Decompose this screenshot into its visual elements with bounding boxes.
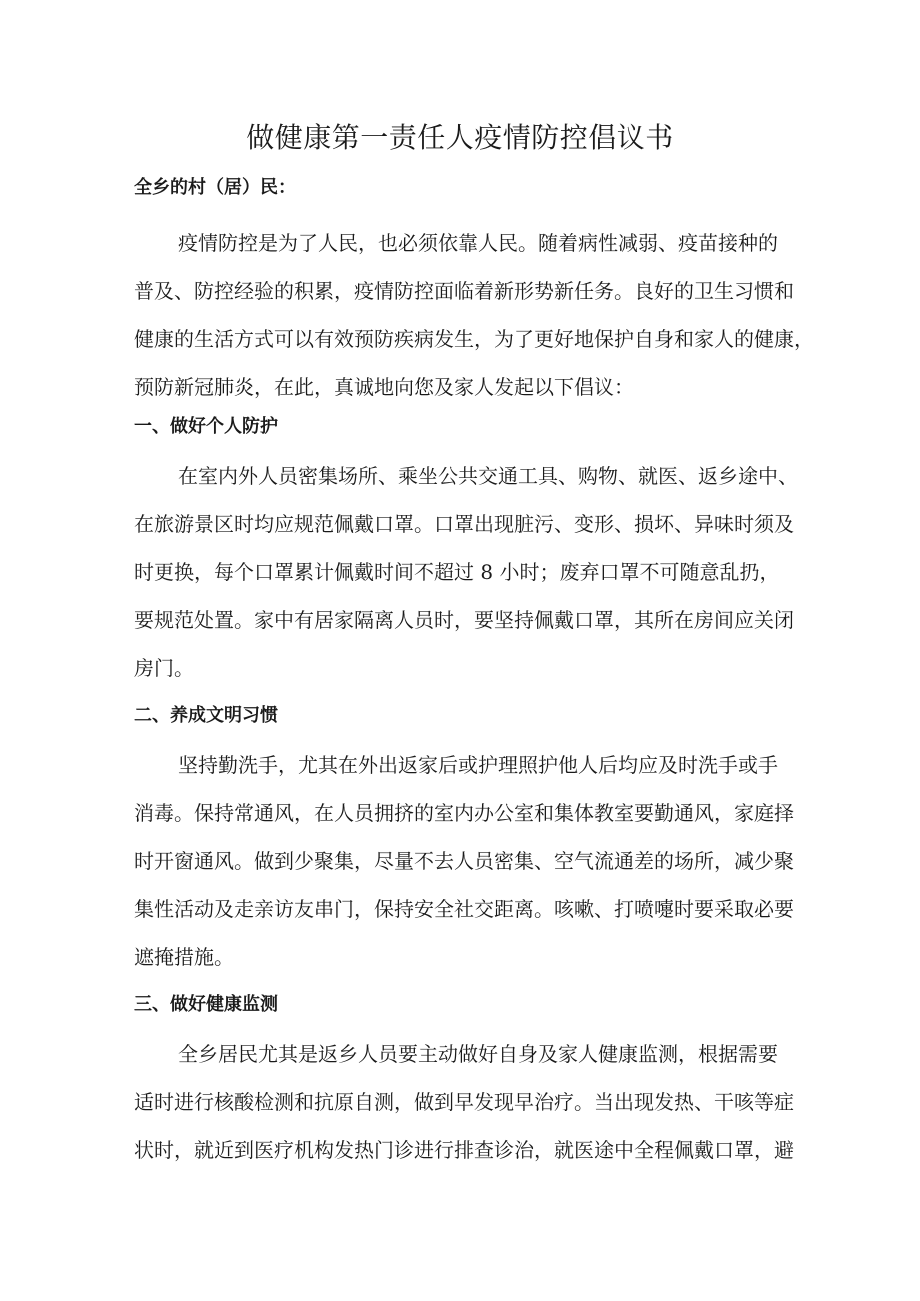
paragraph-line: 普及、防控经验的积累，疫情防控面临着新形势新任务。良好的卫生习惯和 bbox=[134, 279, 794, 303]
intro-paragraph bbox=[134, 219, 814, 411]
paragraph-line: 疫情防控是为了人民，也必须依靠人民。随着病性减弱、疫苗接种的 bbox=[178, 231, 778, 255]
section-paragraph-health-monitoring bbox=[134, 1030, 794, 1174]
greeting: 全乡的村（居）民： bbox=[134, 177, 296, 198]
paragraph-line: 全乡居民尤其是返乡人员要主动做好自身及家人健康监测，根据需要 bbox=[178, 1042, 778, 1066]
document-title: 做健康第一责任人疫情防控倡议书 bbox=[246, 121, 674, 154]
section-heading-civilized-habits: 二、养成文明习惯 bbox=[134, 705, 278, 726]
paragraph-line: 遮掩措施。 bbox=[134, 945, 234, 969]
paragraph-line: 集性活动及走亲访友串门，保持安全社交距离。咳嗽、打喷嚏时要采取必要 bbox=[134, 897, 794, 921]
section-paragraph-civilized-habits bbox=[134, 741, 794, 981]
paragraph-line: 在室内外人员密集场所、乘坐公共交通工具、购物、就医、返乡途中、 bbox=[178, 464, 798, 488]
section-paragraph-personal-protection bbox=[134, 452, 798, 692]
paragraph-line: 健康的生活方式可以有效预防疾病发生，为了更好地保护自身和家人的健康， bbox=[134, 327, 814, 351]
paragraph-line: 时更换，每个口罩累计佩戴时间不超过 8 小时；废弃口罩不可随意乱扔， bbox=[134, 560, 780, 584]
paragraph-line: 房门。 bbox=[134, 656, 194, 680]
paragraph-line: 时开窗通风。做到少聚集，尽量不去人员密集、空气流通差的场所，减少聚 bbox=[134, 849, 794, 873]
section-heading-personal-protection: 一、做好个人防护 bbox=[134, 416, 278, 437]
paragraph-line: 预防新冠肺炎，在此，真诚地向您及家人发起以下倡议： bbox=[134, 375, 634, 399]
paragraph-line: 坚持勤洗手，尤其在外出返家后或护理照护他人后均应及时洗手或手 bbox=[178, 753, 778, 777]
paragraph-line: 消毒。保持常通风，在人员拥挤的室内办公室和集体教室要勤通风，家庭择 bbox=[134, 801, 794, 825]
paragraph-line: 适时进行核酸检测和抗原自测，做到早发现早治疗。当出现发热、干咳等症 bbox=[134, 1090, 794, 1114]
paragraph-line: 在旅游景区时均应规范佩戴口罩。口罩出现脏污、变形、损坏、异味时须及 bbox=[134, 512, 794, 536]
section-heading-health-monitoring: 三、做好健康监测 bbox=[134, 994, 278, 1015]
paragraph-line: 状时，就近到医疗机构发热门诊进行排查诊治，就医途中全程佩戴口罩，避 bbox=[134, 1138, 794, 1162]
paragraph-line: 要规范处置。家中有居家隔离人员时，要坚持佩戴口罩，其所在房间应关闭 bbox=[134, 608, 794, 632]
